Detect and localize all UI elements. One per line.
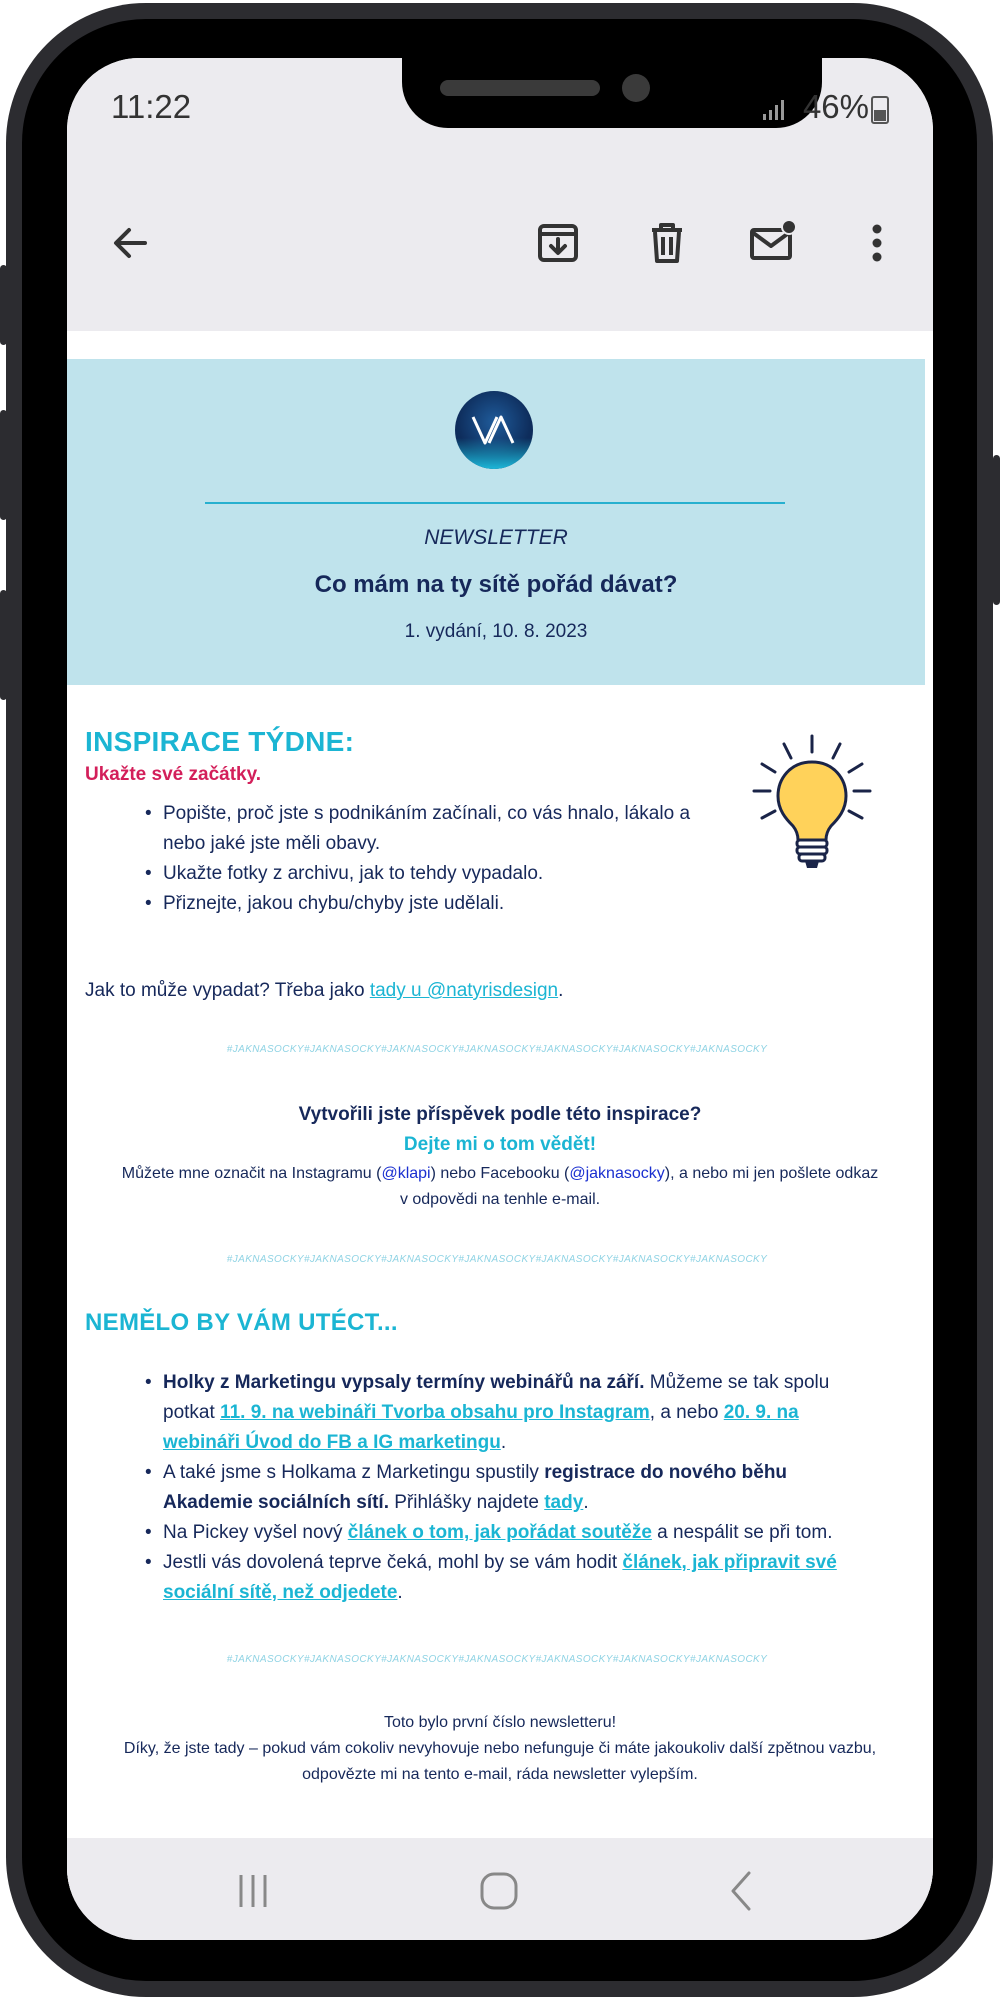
speaker xyxy=(440,80,600,96)
list-item xyxy=(163,1368,843,1458)
side-button xyxy=(0,410,7,520)
cta-link[interactable]: Dejte mi o tom vědět! xyxy=(403,1134,597,1155)
list-item xyxy=(163,1548,843,1608)
volume-button xyxy=(0,265,7,345)
b4-end: . xyxy=(397,1582,403,1603)
list-item xyxy=(163,1518,843,1548)
mail-toolbar xyxy=(67,166,933,331)
system-nav-bar xyxy=(67,1838,933,1940)
logo-monogram-icon xyxy=(455,391,533,469)
footer-line-1: Toto bylo první číslo newsletteru! xyxy=(383,1714,617,1731)
example-link[interactable]: tady u @natyrisdesign xyxy=(369,980,559,1001)
newsletter-header xyxy=(67,359,925,685)
screen xyxy=(67,58,933,1940)
b2-end: . xyxy=(583,1492,589,1513)
cta-text-part: Můžete mne označit na Instagramu ( xyxy=(121,1165,382,1182)
recents-icon[interactable] xyxy=(233,1871,273,1911)
b1-text: Můžeme se tak spolu potkat xyxy=(163,1372,830,1423)
webinar-instagram-link[interactable]: 11. 9. na webináři Tvorba obsahu pro Instagram xyxy=(220,1402,650,1423)
trash-icon[interactable] xyxy=(642,218,692,268)
contest-article-link[interactable]: článek o tom, jak pořádat soutěže xyxy=(347,1522,652,1543)
b2-text2: Přihlášky najdete xyxy=(388,1492,545,1513)
more-vert-icon[interactable] xyxy=(852,218,902,268)
b3-text: Na Pickey vyšel nový xyxy=(163,1522,348,1543)
academy-link[interactable]: tady xyxy=(544,1492,584,1513)
power-button xyxy=(993,455,1000,605)
battery-percentage: 46% xyxy=(802,88,869,125)
hashtag-divider: #JAKNASOCKY#JAKNASOCKY#JAKNASOCKY#JAKNASOCKY#JAKNASOCKY#JAKNASOCKY#JAKNASOCKY xyxy=(226,1254,768,1265)
inspiration-subheading: Ukažte své začátky. xyxy=(85,764,262,785)
b2-bold: registrace do nového běhu Akademie sociálních sítí. xyxy=(163,1462,788,1513)
newsletter-title: Co mám na ty sítě pořád dávat? xyxy=(314,571,678,598)
list-item: • Popište, proč jste s podnikáním začínali, co vás hnalo, lákalo a nebo jaké jste měli obavy. xyxy=(163,799,693,859)
b1-end: . xyxy=(500,1432,507,1453)
dont-miss-heading: NEMĚLO BY VÁM UTÉCT... xyxy=(85,1309,398,1336)
front-camera xyxy=(622,74,650,102)
b4-text: Jestli vás dovolená teprve čeká, mohl by se vám hodit xyxy=(163,1552,623,1573)
inspiration-list xyxy=(163,799,693,919)
example-text: Jak to může vypadat? Třeba jako xyxy=(85,980,370,1001)
hashtag-divider: #JAKNASOCKY#JAKNASOCKY#JAKNASOCKY#JAKNASOCKY#JAKNASOCKY#JAKNASOCKY#JAKNASOCKY xyxy=(226,1044,768,1055)
vacation-article-link[interactable]: článek, jak připravit své sociální sítě, než odjedete xyxy=(163,1552,837,1603)
list-item: • Přiznejte, jakou chybu/chyby jste udělali. xyxy=(163,889,693,919)
list-item xyxy=(163,1458,843,1518)
cta-text xyxy=(67,1165,933,1183)
b1-bold: Holky z Marketingu vypsaly termíny webinářů na září. xyxy=(163,1372,645,1393)
mark-unread-icon[interactable] xyxy=(748,218,798,268)
footer-line-3: odpovězte mi na tento e-mail, ráda newsletter vylepším. xyxy=(302,1766,698,1783)
newsletter-kicker: NEWSLETTER xyxy=(424,526,568,549)
cta-text-part: ), a nebo mi jen pošlete odkaz xyxy=(664,1165,879,1182)
cta-question: Vytvořili jste příspěvek podle této inspirace? xyxy=(298,1104,702,1125)
cta-text-part: ) nebo Facebooku ( xyxy=(430,1165,570,1182)
header-divider xyxy=(205,502,785,504)
example-suffix: . xyxy=(558,980,564,1001)
inspiration-heading: INSPIRACE TÝDNE: xyxy=(85,726,355,757)
brand-logo xyxy=(455,391,533,469)
b1-mid: , a nebo xyxy=(649,1402,724,1423)
home-icon[interactable] xyxy=(477,1869,521,1913)
nav-back-icon[interactable] xyxy=(721,1869,761,1913)
cta-text-line-2: v odpovědi na tenhle e-mail. xyxy=(399,1191,601,1208)
hashtag-divider: #JAKNASOCKY#JAKNASOCKY#JAKNASOCKY#JAKNASOCKY#JAKNASOCKY#JAKNASOCKY#JAKNASOCKY xyxy=(226,1654,768,1665)
example-paragraph xyxy=(85,976,905,1006)
lightbulb-icon xyxy=(732,734,892,894)
dont-miss-list xyxy=(163,1368,843,1608)
b3-end: a nespálit se při tom. xyxy=(651,1522,833,1543)
email-body xyxy=(67,331,933,1901)
b2-text: A také jsme s Holkama z Marketingu spustily xyxy=(163,1462,545,1483)
list-item: • Ukažte fotky z archivu, jak to tehdy vypadalo. xyxy=(163,859,693,889)
facebook-handle[interactable]: @jaknasocky xyxy=(569,1165,665,1182)
side-button-2 xyxy=(0,590,7,700)
battery-icon xyxy=(871,96,889,124)
status-bar xyxy=(67,58,933,166)
archive-icon[interactable] xyxy=(533,218,583,268)
signal-icon xyxy=(761,98,785,122)
footer-line-2: Díky, že jste tady – pokud vám cokoliv nevyhovuje nebo nefunguje či máte jakoukoliv další zpětnou vazbu, xyxy=(123,1740,877,1757)
instagram-handle[interactable]: @klapi xyxy=(381,1165,431,1182)
back-arrow-icon[interactable] xyxy=(105,218,155,268)
status-time: 11:22 xyxy=(111,88,192,125)
newsletter-issue-date: 1. vydání, 10. 8. 2023 xyxy=(404,621,588,642)
webinar-fb-ig-link[interactable]: 20. 9. na webináři Úvod do FB a IG marketingu xyxy=(163,1402,799,1453)
